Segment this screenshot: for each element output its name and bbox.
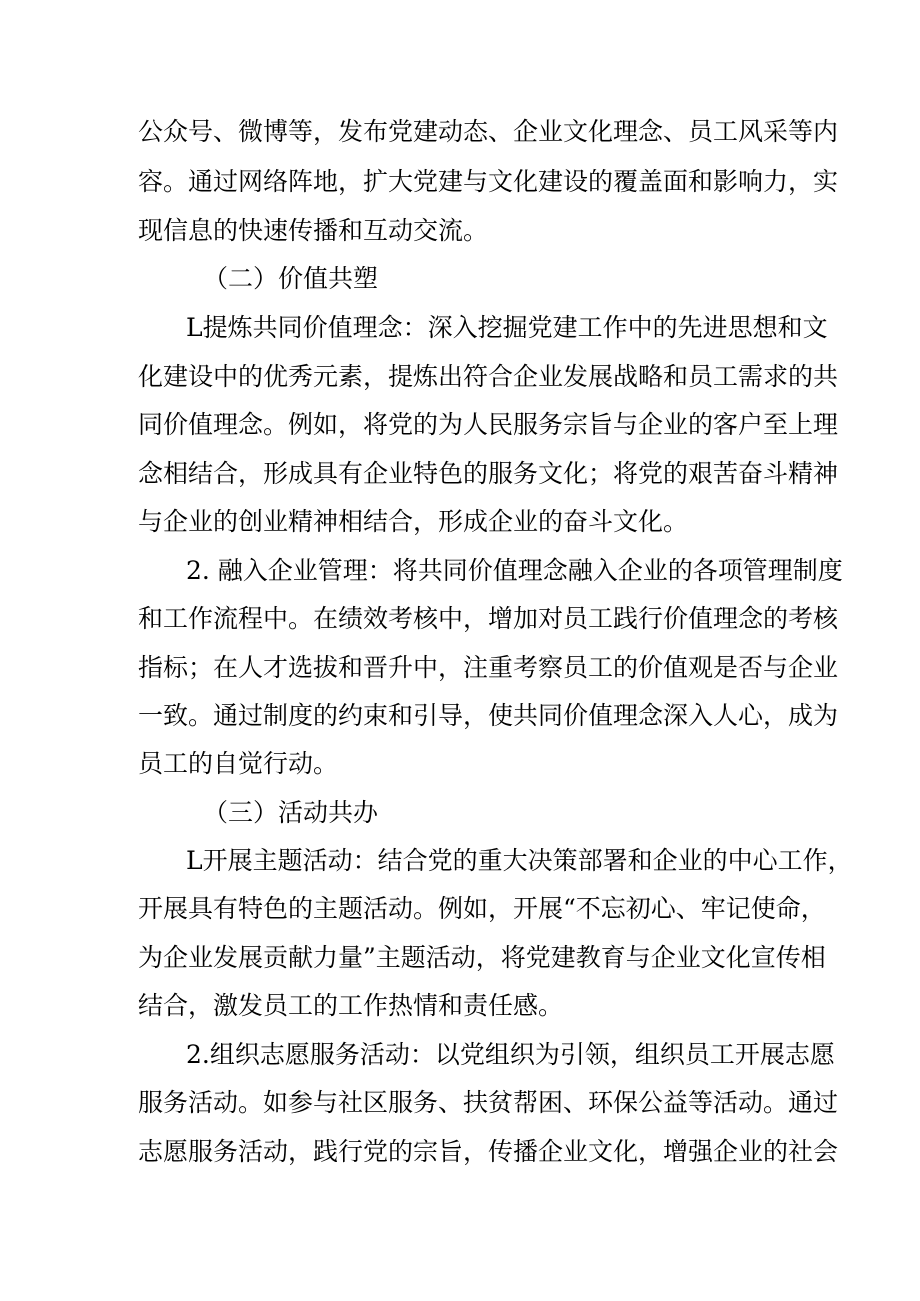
- paragraph-4-line-3: 为企业发展贡献力量”主题活动，将党建教育与企业文化宣传相: [138, 943, 826, 972]
- paragraph-3-line-4: 一致。通过制度的约束和引导，使共同价值理念深入人心，成为: [138, 701, 839, 730]
- paragraph-1-line-1: 公众号、微博等，发布党建动态、企业文化理念、员工风采等内: [138, 117, 839, 146]
- paragraph-2-line-1: L提炼共同价值理念：深入挖掘党建工作中的先进思想和文: [186, 313, 828, 342]
- paragraph-2-line-2: 化建设中的优秀元素，提炼出符合企业发展战略和员工需求的共: [138, 362, 839, 391]
- paragraph-4-line-1: L开展主题活动：结合党的重大决策部署和企业的中心工作，: [186, 846, 853, 875]
- paragraph-5-line-3: 志愿服务活动，践行党的宗旨，传播企业文化，增强企业的社会: [138, 1137, 839, 1166]
- paragraph-1-line-2: 容。通过网络阵地，扩大党建与文化建设的覆盖面和影响力，实: [138, 167, 839, 196]
- paragraph-4-line-2: 开展具有特色的主题活动。例如，开展“不忘初心、牢记使命，: [138, 894, 826, 923]
- paragraph-3-line-5: 员工的自觉行动。: [138, 749, 339, 778]
- paragraph-4-line-4: 结合，激发员工的工作热情和责任感。: [138, 991, 564, 1020]
- paragraph-2-line-5: 与企业的创业精神相结合，形成企业的奋斗文化。: [138, 507, 689, 536]
- paragraph-3-line-3: 指标；在人才选拔和晋升中，注重考察员工的价值观是否与企业: [138, 653, 839, 682]
- paragraph-1-line-3: 现信息的快速传播和互动交流。: [138, 216, 489, 245]
- paragraph-3-line-1: 2. 融入企业管理：将共同价值理念融入企业的各项管理制度: [186, 556, 843, 585]
- paragraph-2-line-4: 念相结合，形成具有企业特色的服务文化；将党的艰苦奋斗精神: [138, 459, 839, 488]
- section-heading-activity-co-hosting: （三）活动共办: [203, 798, 379, 827]
- paragraph-5-line-1: 2.组织志愿服务活动：以党组织为引领，组织员工开展志愿: [186, 1040, 835, 1069]
- paragraph-2-line-3: 同价值理念。例如，将党的为人民服务宗旨与企业的客户至上理: [138, 410, 839, 439]
- paragraph-5-line-2: 服务活动。如参与社区服务、扶贫帮困、环保公益等活动。通过: [138, 1088, 839, 1117]
- paragraph-3-line-2: 和工作流程中。在绩效考核中，增加对员工践行价值理念的考核: [138, 604, 839, 633]
- section-heading-value-co-shaping: （二）价值共塑: [203, 264, 379, 293]
